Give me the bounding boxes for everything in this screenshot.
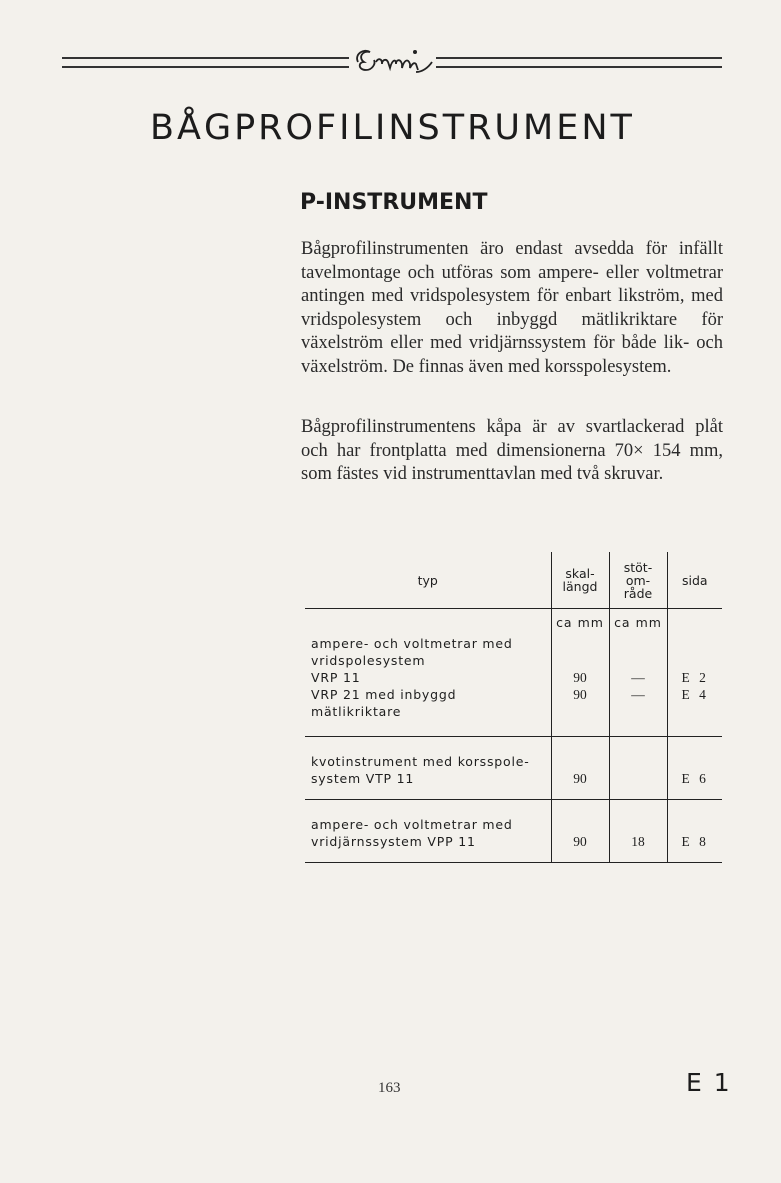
row-korsspole-stot <box>609 737 667 800</box>
row-vridjarn-label: ampere- och voltmetrar med vridjärnssystem VPP 11 <box>305 800 551 863</box>
header-skallangd: skal- längd <box>551 552 609 609</box>
section-code: E 1 <box>686 1068 732 1097</box>
row-vridjarn-sida: E 8 <box>667 800 722 863</box>
row-vridjarn-skal: 90 <box>551 800 609 863</box>
row-vridjarn-stot: 18 <box>609 800 667 863</box>
header-rule-right <box>436 57 722 68</box>
ermi-logo <box>352 38 434 78</box>
table-row <box>305 635 722 737</box>
table-row <box>305 737 722 800</box>
instrument-table <box>305 552 722 863</box>
header-rule-left <box>62 57 349 68</box>
paragraph-intro: Bågprofilinstrumenten äro endast avsedda för infällt tavelmontage och utföras som ampere- eller voltmetrar antingen med vridspolesystem för enbart likström, med vridspolesystem och inbyggd mätlikriktare för växelström eller med vridjärnssystem för både lik- och växelström. De finnas även med korsspolesystem. <box>301 239 723 377</box>
sub-title: P-INSTRUMENT <box>300 190 488 215</box>
page-number: 163 <box>378 1080 401 1096</box>
table-row <box>305 800 722 863</box>
row-vridspole-skal: 90 90 <box>551 635 609 737</box>
unit-stot: ca mm <box>609 609 667 635</box>
paragraph-casing: Bågprofilinstrumentens kåpa är av svartlackerad plåt och har frontplatta med dimensionerna 70× 154 mm, som fästes vid instrumenttavlan med två skruvar. <box>301 417 723 485</box>
header-sida: sida <box>667 552 722 609</box>
row-korsspole-label: kvotinstrument med korsspole- system VTP 11 <box>305 737 551 800</box>
row-vridspole-label: ampere- och voltmetrar med vridspolesystem VRP 11 VRP 21 med inbyggd mätlikriktare <box>311 636 513 719</box>
row-korsspole-sida: E 6 <box>667 737 722 800</box>
unit-skal: ca mm <box>551 609 609 635</box>
header-stotomrade: stöt- om- råde <box>609 552 667 609</box>
header-typ: typ <box>417 572 438 588</box>
row-vridspole-stot: — — <box>609 635 667 737</box>
section-title: BÅGPROFILINSTRUMENT <box>150 108 635 148</box>
row-vridspole-sida: E 2 E 4 <box>667 635 722 737</box>
row-korsspole-skal: 90 <box>551 737 609 800</box>
